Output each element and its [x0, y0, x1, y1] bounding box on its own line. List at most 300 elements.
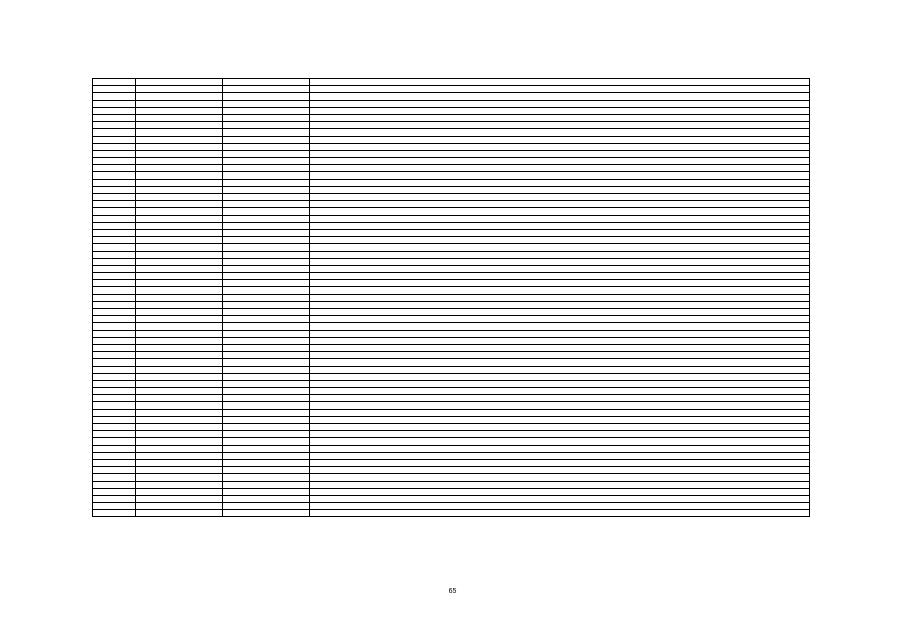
row-number-cell: [93, 416, 136, 423]
table-row: [93, 495, 810, 502]
row-number-cell: [93, 107, 136, 114]
parent-cadastral-number-cell: [223, 481, 310, 488]
table-row: [93, 86, 810, 93]
row-number-cell: [93, 309, 136, 316]
parent-cadastral-number-cell: [223, 143, 310, 150]
parent-cadastral-number-cell: [223, 431, 310, 438]
table-row: [93, 265, 810, 272]
cadastral-number-cell: [136, 107, 223, 114]
row-number-cell: [93, 273, 136, 280]
address-cell: [310, 244, 810, 251]
cadastral-number-cell: [136, 158, 223, 165]
parent-cadastral-number-cell: [223, 201, 310, 208]
cadastral-number-cell: [136, 445, 223, 452]
cadastral-number-cell: [136, 459, 223, 466]
row-number-cell: [93, 452, 136, 459]
address-cell: [310, 301, 810, 308]
address-cell: [310, 93, 810, 100]
cadastral-number-cell: [136, 208, 223, 215]
parent-cadastral-number-cell: [223, 495, 310, 502]
table-row: [93, 165, 810, 172]
table-row: [93, 481, 810, 488]
parent-cadastral-number-cell: [223, 194, 310, 201]
row-number-cell: [93, 258, 136, 265]
table-row: [93, 201, 810, 208]
address-cell: [310, 280, 810, 287]
row-number-cell: [93, 330, 136, 337]
table-row: [93, 467, 810, 474]
row-number-cell: [93, 474, 136, 481]
table-row: [93, 100, 810, 107]
table-row: [93, 431, 810, 438]
parent-cadastral-number-cell: [223, 244, 310, 251]
cadastral-number-cell: [136, 330, 223, 337]
cadastral-number-cell: [136, 93, 223, 100]
cadastral-number-cell: [136, 495, 223, 502]
address-cell: [310, 309, 810, 316]
row-number-cell: [93, 265, 136, 272]
cadastral-number-cell: [136, 251, 223, 258]
row-number-cell: [93, 186, 136, 193]
cadastral-number-cell: [136, 488, 223, 495]
table-row: [93, 179, 810, 186]
table-row: [93, 316, 810, 323]
cadastral-number-cell: [136, 237, 223, 244]
parent-cadastral-number-cell: [223, 459, 310, 466]
address-cell: [310, 337, 810, 344]
cadastral-number-cell: [136, 438, 223, 445]
cadastral-number-cell: [136, 194, 223, 201]
cadastral-number-cell: [136, 431, 223, 438]
parent-cadastral-number-cell: [223, 186, 310, 193]
address-cell: [310, 172, 810, 179]
row-number-cell: [93, 316, 136, 323]
table-row: [93, 380, 810, 387]
parent-cadastral-number-cell: [223, 265, 310, 272]
row-number-cell: [93, 366, 136, 373]
parent-cadastral-number-cell: [223, 402, 310, 409]
table-row: [93, 194, 810, 201]
cadastral-number-cell: [136, 474, 223, 481]
address-cell: [310, 215, 810, 222]
parent-cadastral-number-cell: [223, 488, 310, 495]
table-row: [93, 352, 810, 359]
row-number-cell: [93, 237, 136, 244]
parent-cadastral-number-cell: [223, 79, 310, 86]
table-row: [93, 373, 810, 380]
row-number-cell: [93, 344, 136, 351]
address-cell: [310, 431, 810, 438]
address-cell: [310, 122, 810, 129]
row-number-cell: [93, 172, 136, 179]
cadastral-number-cell: [136, 467, 223, 474]
cadastral-number-cell: [136, 416, 223, 423]
row-number-cell: [93, 143, 136, 150]
row-number-cell: [93, 136, 136, 143]
registry-table-body: [93, 79, 810, 517]
table-row: [93, 258, 810, 265]
table-row: [93, 273, 810, 280]
parent-cadastral-number-cell: [223, 309, 310, 316]
cadastral-number-cell: [136, 503, 223, 510]
table-row: [93, 366, 810, 373]
cadastral-number-cell: [136, 395, 223, 402]
row-number-cell: [93, 495, 136, 502]
address-cell: [310, 229, 810, 236]
address-cell: [310, 445, 810, 452]
row-number-cell: [93, 424, 136, 431]
table-row: [93, 337, 810, 344]
cadastral-number-cell: [136, 172, 223, 179]
cadastral-number-cell: [136, 373, 223, 380]
row-number-cell: [93, 459, 136, 466]
parent-cadastral-number-cell: [223, 172, 310, 179]
cadastral-number-cell: [136, 265, 223, 272]
address-cell: [310, 316, 810, 323]
page-number: 65: [448, 588, 457, 595]
address-cell: [310, 352, 810, 359]
parent-cadastral-number-cell: [223, 158, 310, 165]
address-cell: [310, 294, 810, 301]
cadastral-number-cell: [136, 122, 223, 129]
table-row: [93, 510, 810, 517]
parent-cadastral-number-cell: [223, 395, 310, 402]
cadastral-number-cell: [136, 402, 223, 409]
parent-cadastral-number-cell: [223, 237, 310, 244]
table-row: [93, 294, 810, 301]
address-cell: [310, 79, 810, 86]
table-row: [93, 388, 810, 395]
row-number-cell: [93, 294, 136, 301]
table-row: [93, 136, 810, 143]
address-cell: [310, 323, 810, 330]
address-cell: [310, 107, 810, 114]
parent-cadastral-number-cell: [223, 380, 310, 387]
row-number-cell: [93, 100, 136, 107]
parent-cadastral-number-cell: [223, 337, 310, 344]
row-number-cell: [93, 481, 136, 488]
cadastral-number-cell: [136, 229, 223, 236]
row-number-cell: [93, 251, 136, 258]
address-cell: [310, 481, 810, 488]
cadastral-number-cell: [136, 294, 223, 301]
cadastral-number-cell: [136, 359, 223, 366]
address-cell: [310, 165, 810, 172]
cadastral-number-cell: [136, 316, 223, 323]
parent-cadastral-number-cell: [223, 510, 310, 517]
address-cell: [310, 287, 810, 294]
parent-cadastral-number-cell: [223, 416, 310, 423]
row-number-cell: [93, 352, 136, 359]
table-row: [93, 452, 810, 459]
table-row: [93, 424, 810, 431]
address-cell: [310, 452, 810, 459]
cadastral-number-cell: [136, 301, 223, 308]
row-number-cell: [93, 402, 136, 409]
address-cell: [310, 359, 810, 366]
parent-cadastral-number-cell: [223, 474, 310, 481]
cadastral-number-cell: [136, 129, 223, 136]
table-row: [93, 172, 810, 179]
table-row: [93, 488, 810, 495]
parent-cadastral-number-cell: [223, 273, 310, 280]
row-number-cell: [93, 395, 136, 402]
table-row: [93, 280, 810, 287]
parent-cadastral-number-cell: [223, 301, 310, 308]
parent-cadastral-number-cell: [223, 107, 310, 114]
address-cell: [310, 416, 810, 423]
table-row: [93, 79, 810, 86]
table-row: [93, 129, 810, 136]
table-row: [93, 459, 810, 466]
cadastral-number-cell: [136, 481, 223, 488]
address-cell: [310, 222, 810, 229]
address-cell: [310, 136, 810, 143]
row-number-cell: [93, 244, 136, 251]
parent-cadastral-number-cell: [223, 352, 310, 359]
parent-cadastral-number-cell: [223, 129, 310, 136]
cadastral-number-cell: [136, 165, 223, 172]
address-cell: [310, 265, 810, 272]
table-row: [93, 251, 810, 258]
cadastral-number-cell: [136, 150, 223, 157]
table-row: [93, 237, 810, 244]
row-number-cell: [93, 93, 136, 100]
cadastral-number-cell: [136, 424, 223, 431]
row-number-cell: [93, 488, 136, 495]
row-number-cell: [93, 431, 136, 438]
row-number-cell: [93, 445, 136, 452]
row-number-cell: [93, 409, 136, 416]
parent-cadastral-number-cell: [223, 467, 310, 474]
table-row: [93, 330, 810, 337]
row-number-cell: [93, 287, 136, 294]
address-cell: [310, 388, 810, 395]
parent-cadastral-number-cell: [223, 251, 310, 258]
row-number-cell: [93, 165, 136, 172]
cadastral-number-cell: [136, 186, 223, 193]
row-number-cell: [93, 208, 136, 215]
row-number-cell: [93, 158, 136, 165]
cadastral-number-cell: [136, 136, 223, 143]
table-row: [93, 186, 810, 193]
parent-cadastral-number-cell: [223, 280, 310, 287]
parent-cadastral-number-cell: [223, 215, 310, 222]
table-row: [93, 395, 810, 402]
land-plot-registry-table: [92, 78, 810, 517]
address-cell: [310, 330, 810, 337]
address-cell: [310, 194, 810, 201]
parent-cadastral-number-cell: [223, 287, 310, 294]
table-row: [93, 474, 810, 481]
address-cell: [310, 273, 810, 280]
address-cell: [310, 100, 810, 107]
parent-cadastral-number-cell: [223, 136, 310, 143]
address-cell: [310, 344, 810, 351]
parent-cadastral-number-cell: [223, 424, 310, 431]
row-number-cell: [93, 280, 136, 287]
cadastral-number-cell: [136, 79, 223, 86]
address-cell: [310, 208, 810, 215]
address-cell: [310, 86, 810, 93]
address-cell: [310, 201, 810, 208]
address-cell: [310, 409, 810, 416]
row-number-cell: [93, 79, 136, 86]
parent-cadastral-number-cell: [223, 373, 310, 380]
cadastral-number-cell: [136, 388, 223, 395]
parent-cadastral-number-cell: [223, 114, 310, 121]
row-number-cell: [93, 114, 136, 121]
address-cell: [310, 251, 810, 258]
row-number-cell: [93, 129, 136, 136]
cadastral-number-cell: [136, 352, 223, 359]
row-number-cell: [93, 510, 136, 517]
row-number-cell: [93, 194, 136, 201]
table-row: [93, 323, 810, 330]
parent-cadastral-number-cell: [223, 445, 310, 452]
cadastral-number-cell: [136, 201, 223, 208]
address-cell: [310, 510, 810, 517]
address-cell: [310, 366, 810, 373]
cadastral-number-cell: [136, 222, 223, 229]
table-row: [93, 287, 810, 294]
cadastral-number-cell: [136, 86, 223, 93]
address-cell: [310, 424, 810, 431]
table-row: [93, 409, 810, 416]
row-number-cell: [93, 122, 136, 129]
cadastral-number-cell: [136, 273, 223, 280]
row-number-cell: [93, 201, 136, 208]
cadastral-number-cell: [136, 344, 223, 351]
parent-cadastral-number-cell: [223, 359, 310, 366]
row-number-cell: [93, 179, 136, 186]
address-cell: [310, 495, 810, 502]
table-row: [93, 244, 810, 251]
cadastral-number-cell: [136, 323, 223, 330]
table-row: [93, 150, 810, 157]
cadastral-number-cell: [136, 143, 223, 150]
row-number-cell: [93, 503, 136, 510]
cadastral-number-cell: [136, 179, 223, 186]
table-row: [93, 416, 810, 423]
table-row: [93, 301, 810, 308]
parent-cadastral-number-cell: [223, 388, 310, 395]
cadastral-number-cell: [136, 287, 223, 294]
row-number-cell: [93, 337, 136, 344]
parent-cadastral-number-cell: [223, 100, 310, 107]
row-number-cell: [93, 359, 136, 366]
row-number-cell: [93, 222, 136, 229]
address-cell: [310, 380, 810, 387]
table-row: [93, 445, 810, 452]
row-number-cell: [93, 388, 136, 395]
address-cell: [310, 129, 810, 136]
cadastral-number-cell: [136, 337, 223, 344]
cadastral-number-cell: [136, 100, 223, 107]
parent-cadastral-number-cell: [223, 229, 310, 236]
parent-cadastral-number-cell: [223, 344, 310, 351]
parent-cadastral-number-cell: [223, 316, 310, 323]
parent-cadastral-number-cell: [223, 438, 310, 445]
row-number-cell: [93, 215, 136, 222]
address-cell: [310, 474, 810, 481]
address-cell: [310, 467, 810, 474]
parent-cadastral-number-cell: [223, 452, 310, 459]
parent-cadastral-number-cell: [223, 258, 310, 265]
address-cell: [310, 459, 810, 466]
row-number-cell: [93, 380, 136, 387]
table-row: [93, 222, 810, 229]
parent-cadastral-number-cell: [223, 179, 310, 186]
parent-cadastral-number-cell: [223, 409, 310, 416]
table-row: [93, 122, 810, 129]
table-row: [93, 215, 810, 222]
address-cell: [310, 179, 810, 186]
address-cell: [310, 158, 810, 165]
cadastral-number-cell: [136, 452, 223, 459]
table-row: [93, 114, 810, 121]
row-number-cell: [93, 467, 136, 474]
parent-cadastral-number-cell: [223, 222, 310, 229]
row-number-cell: [93, 373, 136, 380]
cadastral-number-cell: [136, 380, 223, 387]
row-number-cell: [93, 301, 136, 308]
address-cell: [310, 373, 810, 380]
address-cell: [310, 503, 810, 510]
parent-cadastral-number-cell: [223, 366, 310, 373]
table-row: [93, 143, 810, 150]
address-cell: [310, 143, 810, 150]
address-cell: [310, 402, 810, 409]
parent-cadastral-number-cell: [223, 93, 310, 100]
address-cell: [310, 395, 810, 402]
table-row: [93, 503, 810, 510]
parent-cadastral-number-cell: [223, 503, 310, 510]
cadastral-number-cell: [136, 215, 223, 222]
table-row: [93, 438, 810, 445]
cadastral-number-cell: [136, 280, 223, 287]
parent-cadastral-number-cell: [223, 330, 310, 337]
table-row: [93, 402, 810, 409]
parent-cadastral-number-cell: [223, 122, 310, 129]
address-cell: [310, 186, 810, 193]
table-row: [93, 344, 810, 351]
table-row: [93, 229, 810, 236]
cadastral-number-cell: [136, 114, 223, 121]
row-number-cell: [93, 150, 136, 157]
parent-cadastral-number-cell: [223, 150, 310, 157]
cadastral-number-cell: [136, 244, 223, 251]
address-cell: [310, 258, 810, 265]
row-number-cell: [93, 229, 136, 236]
table-row: [93, 309, 810, 316]
parent-cadastral-number-cell: [223, 208, 310, 215]
cadastral-number-cell: [136, 366, 223, 373]
address-cell: [310, 488, 810, 495]
address-cell: [310, 150, 810, 157]
cadastral-number-cell: [136, 510, 223, 517]
table-row: [93, 158, 810, 165]
table-row: [93, 359, 810, 366]
parent-cadastral-number-cell: [223, 294, 310, 301]
table-row: [93, 208, 810, 215]
address-cell: [310, 438, 810, 445]
cadastral-number-cell: [136, 258, 223, 265]
parent-cadastral-number-cell: [223, 86, 310, 93]
cadastral-number-cell: [136, 409, 223, 416]
parent-cadastral-number-cell: [223, 165, 310, 172]
row-number-cell: [93, 86, 136, 93]
